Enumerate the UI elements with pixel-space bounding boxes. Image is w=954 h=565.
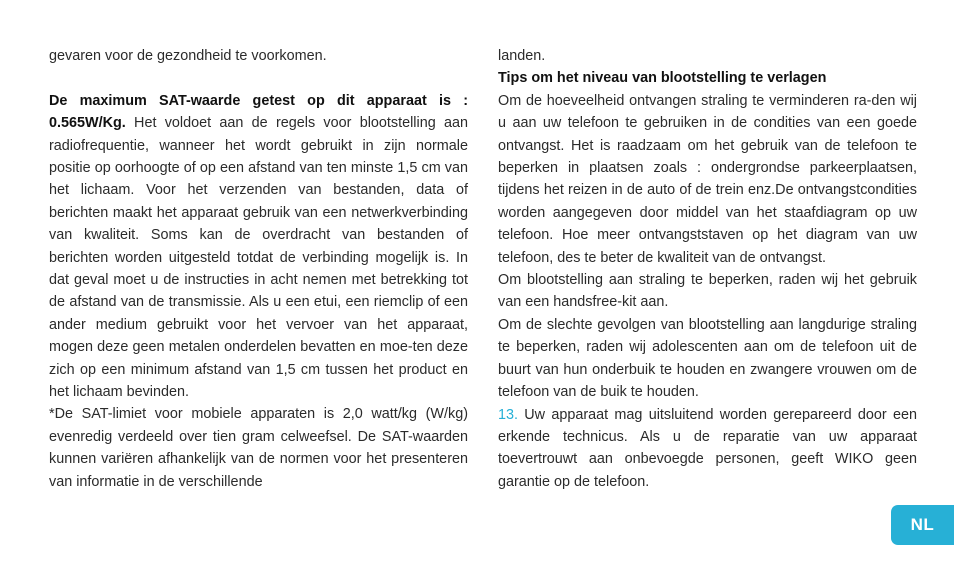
sat-heading: De maximum SAT-waarde getest op dit apparaat is : 0.565W/Kg. — [49, 92, 468, 132]
paragraph-continuation: landen. — [498, 48, 546, 64]
item-13-number: 13. — [498, 406, 519, 423]
item-13-text: Uw apparaat mag uitsluitend worden gerepareerd door een erkende technicus. Als u de reparatie van uw apparaat toevertrouwt aan onbevoegde personen, geeft WIKO geen garantie op de telefoon. — [498, 406, 917, 490]
tips-paragraph-2: Om blootstelling aan straling te beperken, raden wij het gebruik van een handsfree-kit aan. — [498, 272, 917, 311]
left-column — [49, 45, 468, 493]
sat-text: Het voldoet aan de regels voor blootstelling aan radiofrequentie, wanneer het wordt gebruikt in zijn normale positie op oorhoogte of op een afstand van ten minste 1,5 cm van het lichaam. Voor het verzenden van bestanden, data of berichten maakt het apparaat gebruik van een netwerkverbinding van kwaliteit. Soms kan de overdracht van bestanden of berichten worden uitgesteld totdat de verbinding mogelijk is. In dat geval moet u de instructies in acht nemen met betrekking tot de afstand van de transmissie. Als u een etui, een riemclip of een ander medium gebruikt voor het vervoer van het apparaat, mogen deze geen metalen onderdelen bevatten en moe-ten deze zich op een minimum afstand van 1,5 cm tussen het product en het lichaam bevinden. — [49, 115, 468, 401]
sat-limit-paragraph: *De SAT-limiet voor mobiele apparaten is 2,0 watt/kg (W/kg) evenredig verdeeld over tien gram celweefsel. De SAT-waarden kunnen variëren afhankelijk van de normen voor het presenteren van informatie in de verschillende — [49, 406, 468, 490]
tips-paragraph-1: Om de hoeveelheid ontvangen straling te verminderen ra-den wij u aan uw telefoon te gebruiken in de condities van een goede ontvangst. Het is raadzaam om het gebruik van de telefoon te beperken in plaatsen zoals : ondergrondse parkeerplaatsen, tijdens het reizen in de auto of de trein enz.De ontvangstcondities worden aangegeven door middel van het staafdiagram op uw telefoon. Hoe meer ontvangststaven op het diagram van uw telefoon, des te beter de kwaliteit van de ontvangst. — [498, 92, 917, 266]
right-column — [498, 45, 917, 493]
item-13 — [498, 404, 917, 494]
tips-paragraph-3: Om de slechte gevolgen van blootstelling aan langdurige straling te beperken, raden wij adolescenten aan om de telefoon uit de buurt van hun onderbuik te houden en zwangere vrouwen om de telefoon van de buik te houden. — [498, 316, 917, 401]
language-badge: NL — [891, 505, 954, 545]
tips-heading: Tips om het niveau van blootstelling te verlagen — [498, 70, 827, 87]
paragraph-continuation: gevaren voor de gezondheid te voorkomen. — [49, 48, 327, 64]
sat-paragraph — [49, 90, 468, 404]
paragraph-spacer — [49, 67, 468, 89]
